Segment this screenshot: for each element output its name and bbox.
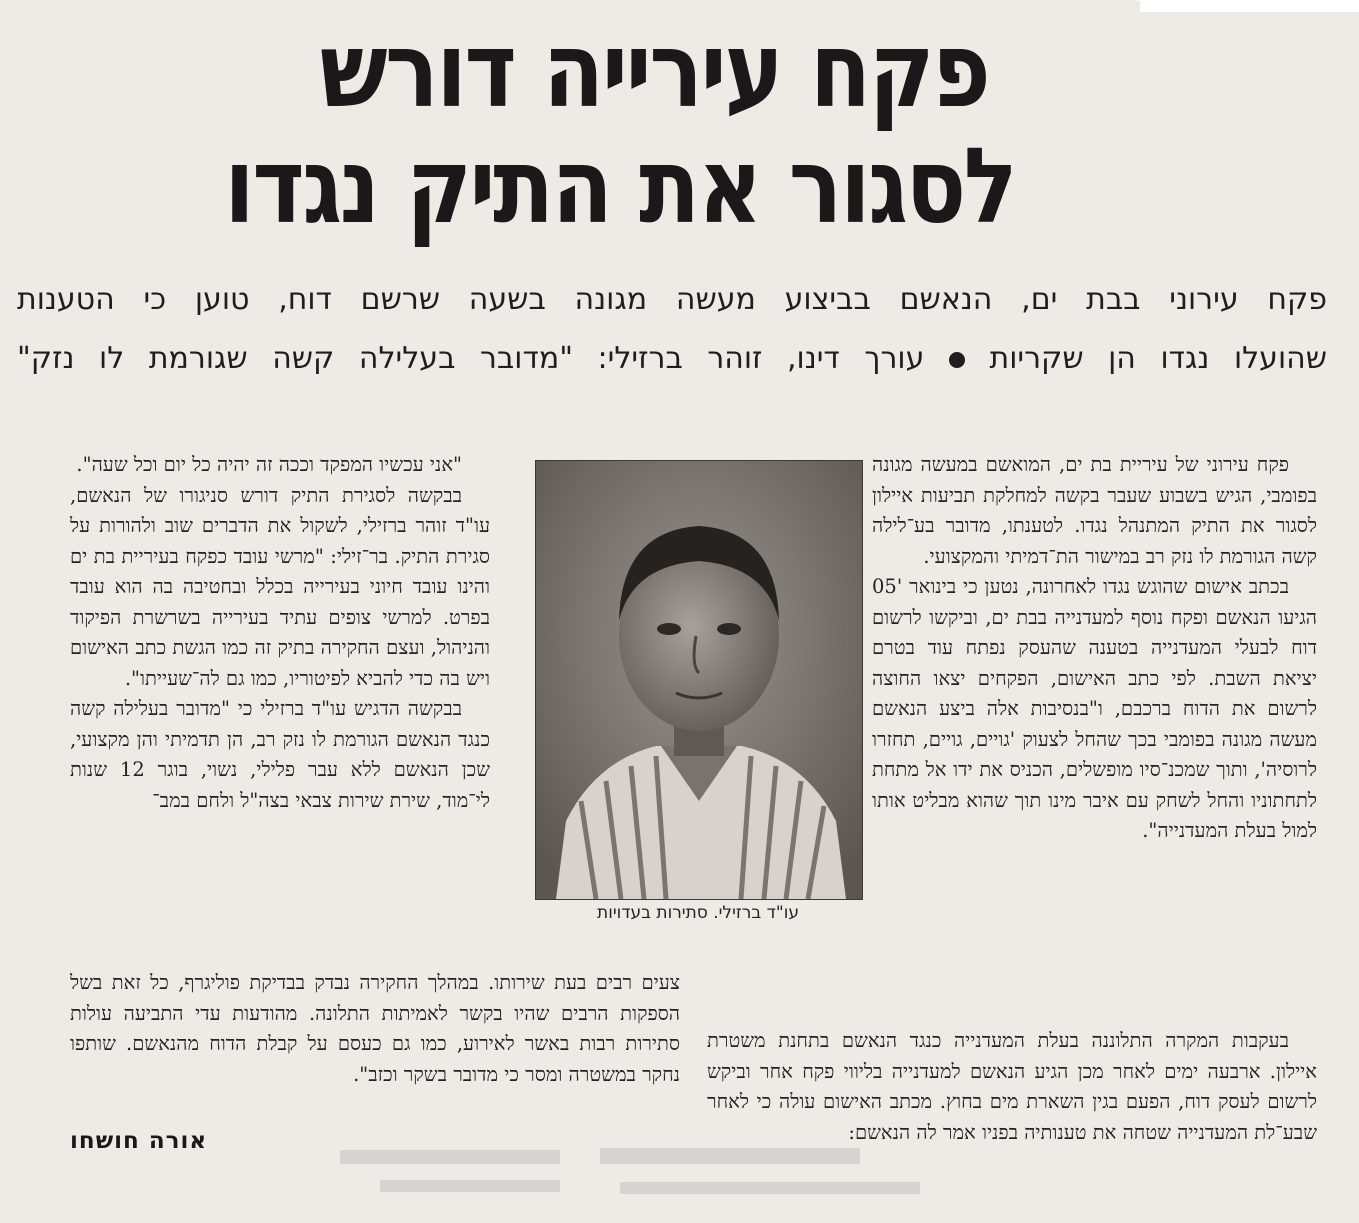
paragraph: בבקשה הדגיש עו"ד ברזילי כי "מדובר בעלילה קשה כנגד הנאשם הגורמת לו נזק רב, הן תדמיתי והן מקצועי, שכן הנאשם ללא עבר פלילי, נשוי, בוגר 12 שנות לי־מוד, שירת שירות צבאי בצה"ל ולחם במב־ — [70, 697, 491, 812]
subheadline-part-2: עורך דינו, זוהר ברזילי: "מדובר בעלילה קשה שגורמת לו נזק" — [17, 341, 925, 376]
paragraph: בבקשה לסגירת התיק דורש סניגורו של הנאשם, עו"ד זוהר ברזילי, לשקול את הדברים שוב ולהורות על סגירת התיק. בר־זילי: "מרשי עובד כפקח בעיריית בת ים והינו עובד חיוני בעירייה בכלל ובחטיבה בה הוא עובד בפרט. למרשי צופים עתיד בעירייה בשרשרת הפיקוד והניהול, ועצם החקירה בתיק זה כמו הגשת כתב האישום ויש בה כדי להביא לפיטוריו, כמו גם לה־שעייתו". — [70, 483, 490, 690]
article-column-bottom-right — [707, 1026, 1317, 1148]
torn-edge — [1140, 0, 1359, 12]
subheadline-line-1: פקח עירוני בבת ים, הנאשם בביצוע מעשה מגונה בשעה שרשם דוח, טוען כי הטענות — [17, 282, 1327, 317]
paragraph: צעים רבים בעת שירותו. במהלך החקירה נבדק בבדיקת פוליגרף, כל זאת בשל הספקות הרבים שהיו בקשר לאמיתות התלונה. מהודעות עדי התביעה עולות סתירות רבות באשר לאירוע, כמו גם כעסם על קבלת הדוח מהנאשם. שותפו נחקר במשטרה ומסר כי מדובר בשקר וכזב". — [70, 971, 680, 1086]
article-column-bottom-left — [70, 968, 680, 1090]
lawyer-photo — [535, 460, 863, 900]
portrait-photo-icon — [536, 461, 862, 899]
subheadline-part-1: שהועלו נגדו הן שקריות — [989, 341, 1327, 376]
headline-line-2: לסגור את התיק נגדו — [224, 125, 1016, 247]
paragraph: בכתב אישום שהוגש נגדו לאחרונה, נטען כי בינואר '05 הגיעו הנאשם ופקח נוסף למעדנייה בבת ים, וביקשו לרשום דוח לבעלי המעדנייה בטענה שהעסק נפתח עוד בטרם יציאת השבת. לפי כתב האישום, הפקחים יצאו החוצה לרשום את הדוח ברכבם, ו"בנסיבות אלה ביצע הנאשם מעשה מגונה בפומבי בכך שהחל לצעוק 'גויים, גויים, תחזרו לרוסיה', ותוך שמכנ־סיו מופשלים, הכניס את ידו אל מתחת לתחתוניו והחל לשחק עם איבר מינו תוך שהוא מבליט אותו למול בעלת המעדנייה". — [872, 575, 1317, 842]
ink-bleed-through — [300, 1140, 1000, 1210]
paragraph: בעקבות המקרה התלוננה בעלת המעדנייה כנגד הנאשם בתחנת משטרת איילון. ארבעה ימים לאחר מכן הגיע הנאשם למעדנייה בליווי פקח אחר וביקש לרשום לעסק דוח, הפעם בגין השארת מים בחוץ. מכתב האישום עולה כי לאחר שבע־לת המעדנייה שטחה את טענותיה בפניו אמר לה הנאשם: — [707, 1029, 1317, 1144]
paragraph: פקח עירוני של עיריית בת ים, המואשם במעשה מגונה בפומבי, הגיש בשבוע שעבר בקשה למחלקת תביעות איילון לסגור את התיק המתנהל נגדו. לטענתו, מדובר בע־לילה קשה הגורמת לו נזק רב במישור הת־דמיתי והמקצועי. — [872, 453, 1317, 568]
paragraph: "אני עכשיו המפקד וככה זה יהיה כל יום וכל שעה". — [76, 453, 462, 476]
article-column-left — [70, 450, 490, 816]
author-byline: אורה חושחו — [70, 1128, 208, 1154]
subheadline-line-2 — [17, 341, 1327, 376]
bullet-separator — [949, 352, 965, 368]
headline-line-1: פקח עירייה דורש — [319, 9, 989, 131]
article-column-right — [872, 450, 1317, 847]
photo-caption: עו"ד ברזילי. סתירות בעדויות — [597, 903, 799, 923]
